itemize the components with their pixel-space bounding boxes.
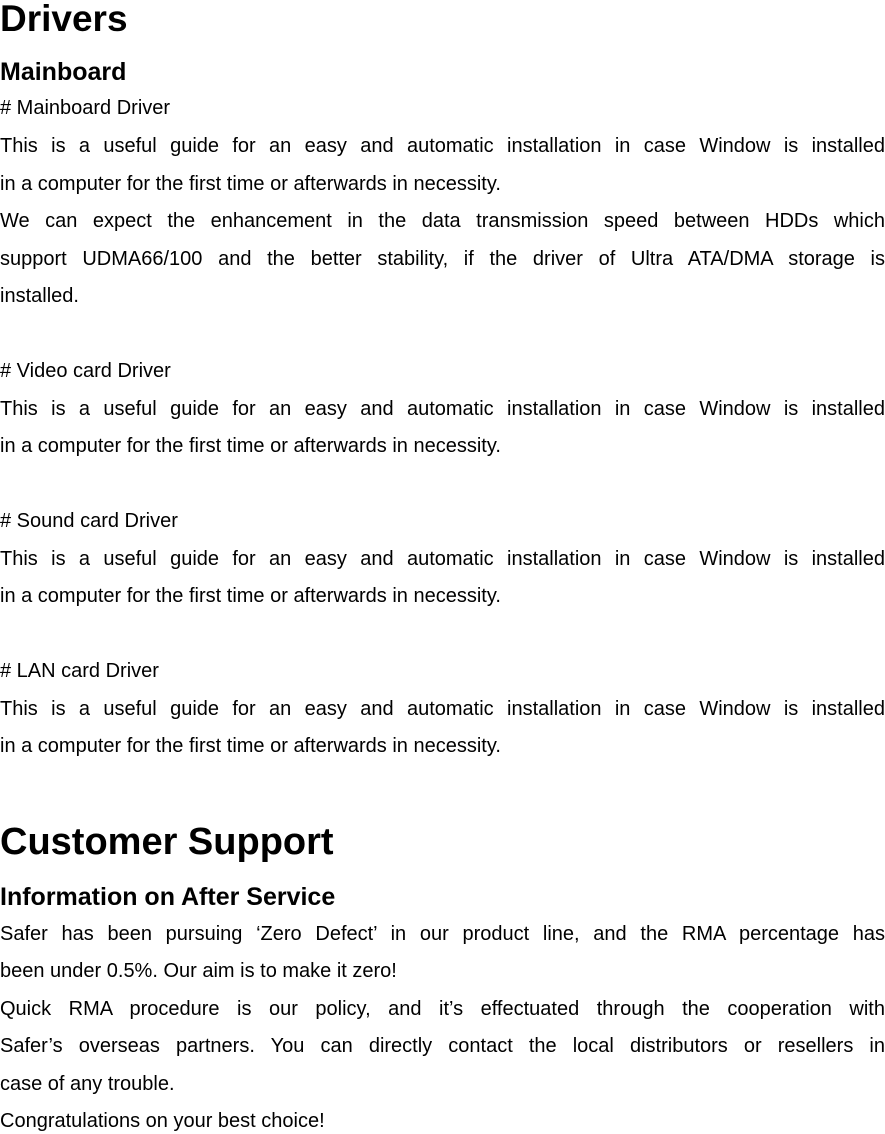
sound-driver-title: # Sound card Driver <box>0 510 178 532</box>
after-service-heading: Information on After Service <box>0 883 336 911</box>
mainboard-heading: Mainboard <box>0 58 127 86</box>
sound-driver-line-2: in a computer for the first time or afterwards in necessity. <box>0 585 501 607</box>
video-driver-line-2: in a computer for the first time or afterwards in necessity. <box>0 435 501 457</box>
mainboard-driver-line-3: We can expect the enhancement in the data transmission speed between HDDs which <box>0 210 885 232</box>
customer-support-title: Customer Support <box>0 821 334 863</box>
after-service-line-2: been under 0.5%. Our aim is to make it zero! <box>0 960 397 982</box>
drivers-title: Drivers <box>0 0 128 39</box>
after-service-line-3: Quick RMA procedure is our policy, and it’s effectuated through the cooperation with <box>0 998 885 1020</box>
lan-driver-title: # LAN card Driver <box>0 660 159 682</box>
after-service-line-5: case of any trouble. <box>0 1073 175 1095</box>
video-driver-title: # Video card Driver <box>0 360 171 382</box>
mainboard-driver-line-5: installed. <box>0 285 79 307</box>
mainboard-driver-line-4: support UDMA66/100 and the better stability, if the driver of Ultra ATA/DMA storage is <box>0 248 885 270</box>
lan-driver-line-1: This is a useful guide for an easy and automatic installation in case Window is installed <box>0 698 885 720</box>
mainboard-driver-line-2: in a computer for the first time or afterwards in necessity. <box>0 173 501 195</box>
lan-driver-line-2: in a computer for the first time or afterwards in necessity. <box>0 735 501 757</box>
after-service-line-6: Congratulations on your best choice! <box>0 1110 325 1132</box>
mainboard-driver-title: # Mainboard Driver <box>0 97 171 119</box>
after-service-line-4: Safer’s overseas partners. You can directly contact the local distributors or resellers in <box>0 1035 885 1057</box>
after-service-line-1: Safer has been pursuing ‘Zero Defect’ in our product line, and the RMA percentage has <box>0 923 885 945</box>
sound-driver-line-1: This is a useful guide for an easy and automatic installation in case Window is installed <box>0 548 885 570</box>
video-driver-line-1: This is a useful guide for an easy and automatic installation in case Window is installed <box>0 398 885 420</box>
mainboard-driver-line-1: This is a useful guide for an easy and automatic installation in case Window is installed <box>0 135 885 157</box>
